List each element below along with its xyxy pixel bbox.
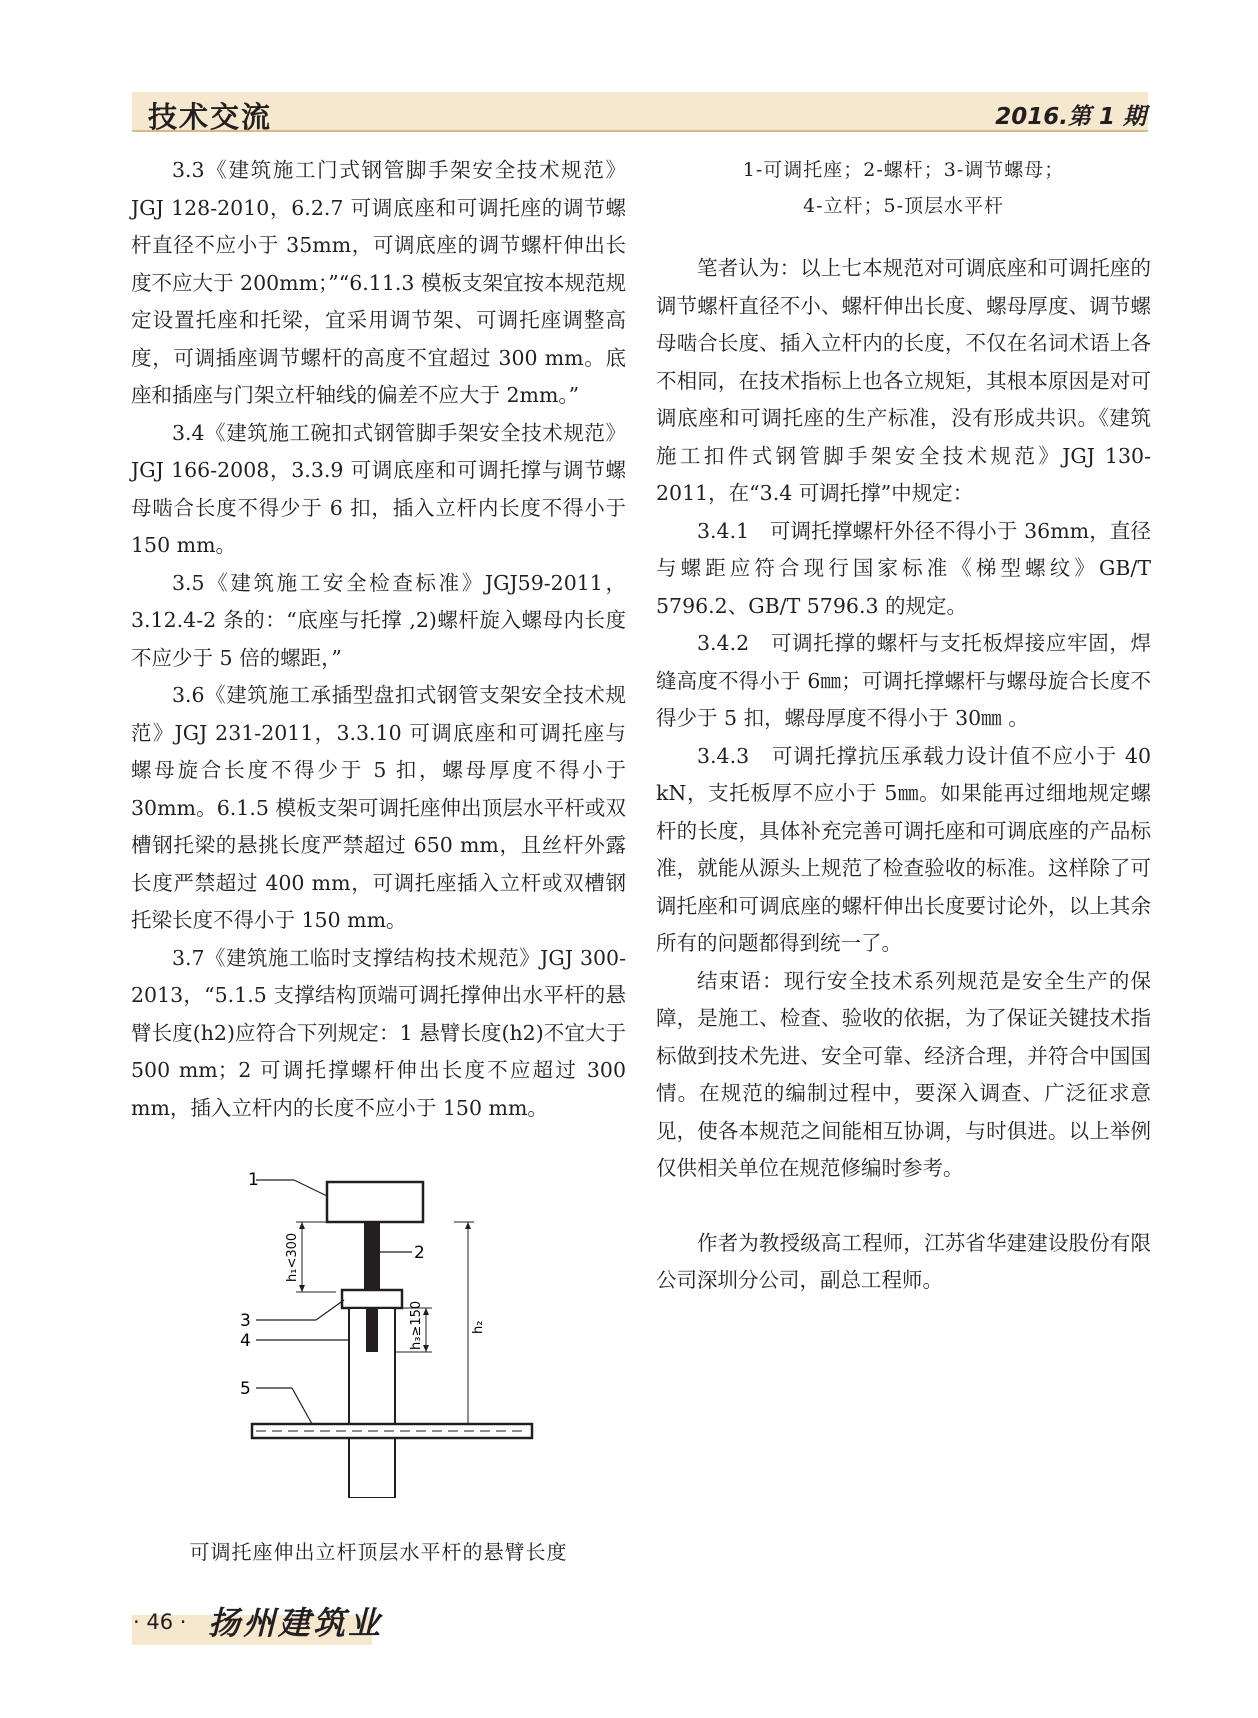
support-diagram [232, 1172, 552, 1498]
page-number: · 46 · [133, 1610, 187, 1634]
journal-logo: 扬州建筑业 [208, 1604, 384, 1642]
label-2: 2 [414, 1243, 425, 1263]
legend-line-1: 1-可调托座；2-螺杆；3-调节螺母； [742, 159, 1065, 181]
right-column [656, 152, 1151, 1300]
paragraph-author-view: 笔者认为：以上七本规范对可调底座和可调托座的调节螺杆直径不小、螺杆伸出长度、螺母厚度、调节螺母啮合长度、插入立杆内的长度，不仅在名词术语上各不相同，在技术指标上也各立规矩，其根本原因是对可调底座和可调托座的生产标准，没有形成共识。《建筑施工扣件式钢管脚手架安全技术规范》JGJ 130-2011，在“3.4 可调托撑”中规定： [656, 256, 1151, 505]
adjust-nut [342, 1290, 402, 1308]
issue-label: 2016.第 1 期 [995, 104, 1146, 130]
label-1: 1 [248, 1172, 259, 1190]
legend-line-2: 4-立杆；5-顶层水平杆 [802, 195, 1005, 217]
left-column [131, 152, 626, 1127]
paragraph-conclusion: 结束语：现行安全技术系列规范是安全生产的保障，是施工、检查、验收的依据，为了保证关键技术指标做到技术先进、安全可靠、经济合理，并符合中国国情。在规范的编制过程中，要深入调查、广泛征求意见，使各本规范之间能相互协调，与时俱进。以上举例仅供相关单位在规范修编时参考。 [656, 968, 1151, 1180]
label-h1: h₁<300 [285, 1232, 300, 1282]
paragraph-3-4-1: 3.4.1 可调托撑螺杆外径不得小于 36mm，直径与螺距应符合现行国家标准《梯型螺纹》GB/T 5796.2、GB/T 5796.3 的规定。 [656, 518, 1151, 618]
support-plate [327, 1182, 423, 1222]
author-signature: 作者为教授级高工程师，江苏省华建建设股份有限公司深圳分公司，副总工程师。 [656, 1230, 1151, 1292]
label-3: 3 [240, 1311, 251, 1331]
section-title: 技术交流 [148, 100, 273, 134]
paragraph-3-4: 3.4《建筑施工碗扣式钢管脚手架安全技术规范》JGJ 166-2008，3.3.9 可调底座和可调托撑与调节螺母啮合长度不得少于 6 扣，插入立杆内长度不得小于 150 mm。 [131, 420, 626, 557]
paragraph-3-3: 3.3《建筑施工门式钢管脚手架安全技术规范》JGJ 128-2010，6.2.7 可调底座和可调托座的调节螺杆直径不应小于 35mm，可调底座的调节螺杆伸出长度不应大于 200mm；”“6.11.3 模板支架宜按本规范规定设置托座和托梁，宜采用调节架、可调托座调整高度，可调插座调节螺杆的高度不宜超过 300 mm。底座和插座与门架立杆轴线的偏差不应大于 2mm。” [131, 158, 626, 407]
figure-caption: 可调托座伸出立杆顶层水平杆的悬臂长度 [189, 1540, 568, 1564]
paragraph-3-5: 3.5《建筑施工安全检查标准》JGJ59-2011，3.12.4-2 条的：“底座与托撑 ,2)螺杆旋入螺母内长度不应少于 5 倍的螺距，” [131, 570, 626, 670]
paragraph-3-4-2: 3.4.2 可调托撑的螺杆与支托板焊接应牢固，焊缝高度不得小于 6㎜；可调托撑螺杆与螺母旋合长度不得少于 5 扣，螺母厚度不得小于 30㎜ 。 [656, 631, 1151, 730]
label-4: 4 [240, 1331, 251, 1351]
label-5: 5 [240, 1379, 251, 1399]
paragraph-3-6: 3.6《建筑施工承插型盘扣式钢管支架安全技术规范》JGJ 231-2011，3.3.10 可调底座和可调托座与螺母旋合长度不得少于 5 扣，螺母厚度不得小于 30mm。6.1.5 模板支架可调托座伸出顶层水平杆或双槽钢托梁的悬挑长度严禁超过 650 mm，且丝杆外露长度严禁超过 400 mm，可调托座插入立杆或双槽钢托梁长度不得小于 150 mm。 [131, 683, 626, 932]
paragraph-3-7: 3.7《建筑施工临时支撑结构技术规范》JGJ 300-2013，“5.1.5 支撑结构顶端可调托撑伸出水平杆的悬臂长度(h2)应符合下列规定：1 悬臂长度(h2)不宜大于 500 mm；2 可调托撑螺杆伸出长度不应超过 300 mm，插入立杆内的长度不应小于 150 mm。 [131, 945, 626, 1120]
label-h3: h₃≥150 [409, 1300, 424, 1350]
paragraph-3-4-3: 3.4.3 可调托撑抗压承载力设计值不应小于 40 kN，支托板厚不应小于 5㎜。如果能再过细地规定螺杆的长度，具体补充完善可调托座和可调底座的产品标准，就能从源头上规范了检查验收的标准。这样除了可调托座和可调底座的螺杆伸出长度要讨论外，以上其余所有的问题都得到统一了。 [656, 743, 1151, 955]
label-h2: h₂ [471, 1320, 486, 1334]
figure-legend [656, 152, 1151, 224]
